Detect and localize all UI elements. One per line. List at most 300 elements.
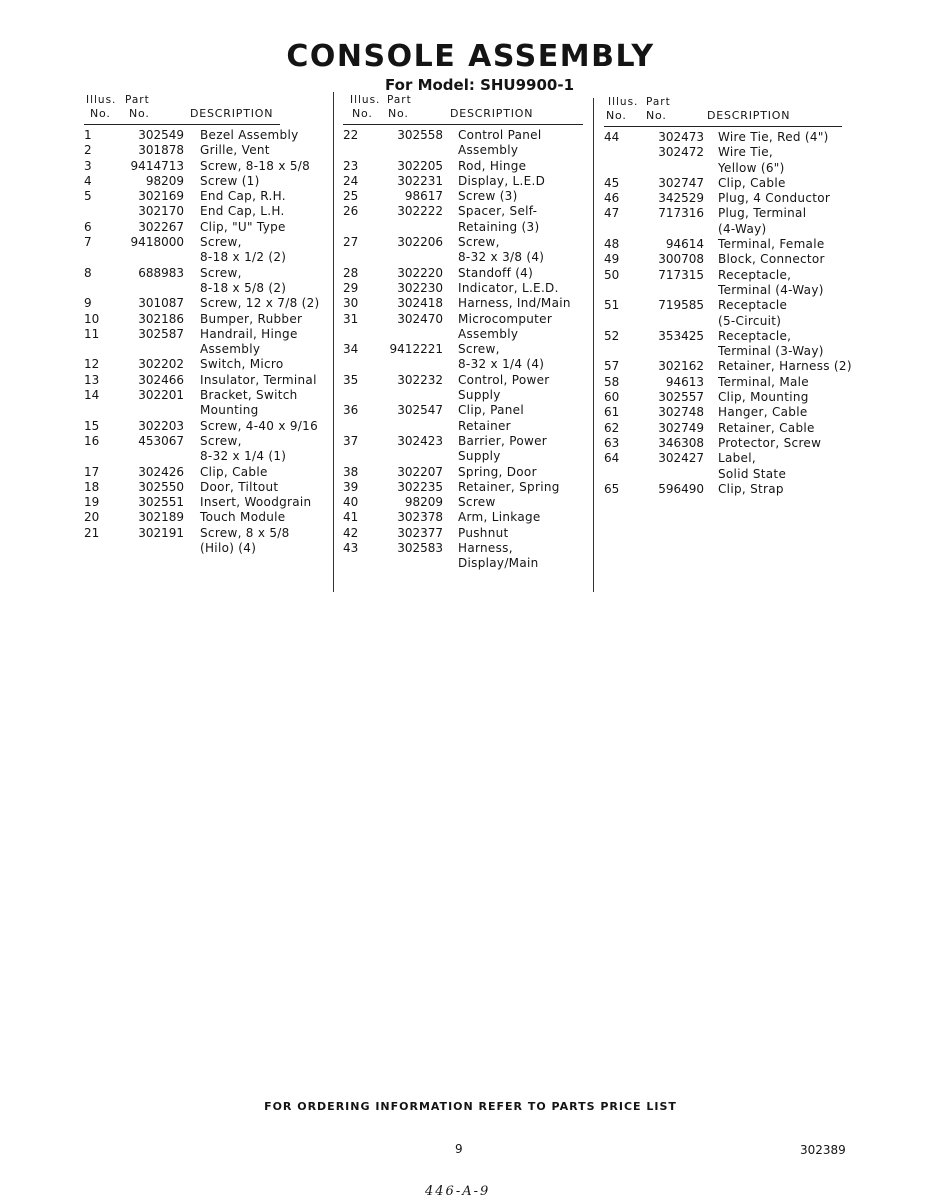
list-item [84,189,334,204]
illus-number: 23 [343,158,359,173]
illus-number: 46 [604,191,620,206]
illus-number: 63 [604,435,620,450]
illus-number: 44 [604,130,620,144]
part-description: Rod, Hinge [458,158,527,173]
illus-number: 42 [343,525,359,540]
part-number: 302267 [138,219,184,234]
list-item [343,235,593,250]
illus-number: 57 [604,359,620,374]
illus-number: 48 [604,237,620,252]
list-item [343,143,593,158]
part-description: Retainer [458,418,511,433]
list-item [343,510,593,525]
list-item [84,388,334,403]
illus-number: 65 [604,481,620,496]
part-number: 302583 [397,541,443,556]
part-number: 302378 [397,510,443,525]
part-description: Supply [458,449,501,464]
list-item [343,342,593,357]
list-item [604,329,854,344]
part-number: 302235 [397,479,443,494]
part-description: Retaining (3) [458,219,540,234]
part-number: 302201 [138,388,184,403]
part-number: 94613 [665,374,704,389]
illus-number: 16 [84,433,100,448]
part-number: 98209 [145,173,184,188]
part-number: 302587 [138,326,184,341]
part-number: 353425 [658,328,704,343]
part-description: Clip, Cable [200,464,268,479]
part-description: Retainer, Cable [718,420,815,435]
part-number: 302207 [397,464,443,479]
list-item [604,375,854,390]
part-number: 9412221 [389,342,443,357]
list-item [84,296,334,311]
part-number: 302169 [138,189,184,204]
part-number: 302550 [138,479,184,494]
part-description: Retainer, Spring [458,479,560,494]
part-description: Receptacle [718,298,788,313]
part-description: End Cap, R.H. [200,189,286,204]
illus-number: 61 [604,405,620,420]
part-description: Display/Main [458,556,539,571]
illus-no-header: No. [352,107,373,120]
part-number: 302558 [397,128,443,142]
part-description: Wire Tie, Red (4") [718,130,829,144]
list-item [604,161,854,176]
part-description: Spring, Door [458,464,537,479]
part-number: 302162 [658,359,704,374]
list-item [84,204,334,219]
part-number: 688983 [138,265,184,280]
part-number: 302170 [138,204,184,219]
part-description: Terminal, Male [718,374,809,389]
part-description: Supply [458,388,501,403]
illus-number: 39 [343,479,359,494]
part-description: (Hilo) (4) [200,541,257,556]
illus-number: 35 [343,372,359,387]
list-item [343,526,593,541]
part-description: Grille, Vent [200,143,270,158]
list-item [343,174,593,189]
illus-number: 19 [84,495,100,510]
part-description: Screw, 4-40 x 9/16 [200,418,319,433]
illus-number: 43 [343,541,359,556]
list-item [604,222,854,237]
part-number: 98617 [404,189,443,204]
list-item [343,327,593,342]
part-description: Plug, 4 Conductor [718,191,831,206]
illus-number: 58 [604,374,620,389]
illus-number: 2 [84,143,92,158]
illus-header: Illus. [608,96,639,108]
list-item [343,403,593,418]
part-description: Door, Tiltout [200,479,279,494]
illus-number: 17 [84,464,100,479]
part-number: 302205 [397,158,443,173]
part-description: Assembly [458,326,519,341]
part-description: Switch, Micro [200,357,284,372]
list-item [604,145,854,160]
list-item [84,510,334,525]
part-description: 8-32 x 3/8 (4) [458,250,545,265]
part-number: 302470 [397,311,443,326]
list-item [84,357,334,372]
part-description: Screw (3) [458,189,518,204]
illus-number: 9 [84,296,92,311]
part-description: Wire Tie, [718,145,773,160]
part-number: 302418 [397,296,443,311]
list-item [343,419,593,434]
part-description: Microcomputer [458,311,553,326]
handwritten-note: 446-A-9 [425,1184,491,1199]
part-number: 302230 [397,280,443,295]
illus-number: 37 [343,433,359,448]
illus-number: 5 [84,189,92,204]
part-description: Retainer, Harness (2) [718,359,852,374]
list-item [84,174,334,189]
part-number: 302231 [397,173,443,188]
part-description: Clip, Mounting [718,390,809,405]
part-description: Yellow (6") [718,160,785,175]
illus-number: 20 [84,510,100,525]
part-description: Screw, [200,235,242,250]
part-number: 302551 [138,495,184,510]
part-number: 94614 [665,237,704,252]
parts-column-2 [343,94,593,584]
list-item [84,250,334,265]
part-number: 302191 [138,525,184,540]
illus-number: 52 [604,328,620,343]
page-number: 9 [455,1142,463,1156]
part-description: Terminal (3-Way) [718,344,824,359]
illus-number: 60 [604,390,620,405]
part-number: 302473 [658,130,704,144]
illus-number: 7 [84,235,92,250]
part-number: 302377 [397,525,443,540]
part-description: Plug, Terminal [718,206,807,221]
part-description: Bracket, Switch [200,388,298,403]
part-number: 302472 [658,145,704,160]
list-item [84,495,334,510]
list-item [343,495,593,510]
list-item [84,465,334,480]
list-item [343,189,593,204]
part-number: 302466 [138,372,184,387]
list-item [604,344,854,359]
illus-number: 11 [84,326,100,341]
list-item [84,159,334,174]
part-description: Standoff (4) [458,265,534,280]
illus-number: 4 [84,173,92,188]
illus-number: 34 [343,342,359,357]
part-number: 301087 [138,296,184,311]
list-item [343,480,593,495]
part-number: 302220 [397,265,443,280]
part-header: Part [125,94,150,106]
part-description: Hanger, Cable [718,405,808,420]
list-item [343,465,593,480]
list-item [604,206,854,221]
part-description: (5-Circuit) [718,313,782,328]
header-rule [604,126,842,127]
part-number: 302203 [138,418,184,433]
part-description: 8-18 x 5/8 (2) [200,280,287,295]
illus-number: 30 [343,296,359,311]
ordering-footer: FOR ORDERING INFORMATION REFER TO PARTS PRICE LIST [264,1100,677,1113]
list-item [604,467,854,482]
part-description: Clip, Cable [718,175,786,190]
part-number: 346308 [658,435,704,450]
part-description: Receptacle, [718,267,792,282]
list-item [84,143,334,158]
part-number: 9414713 [130,158,184,173]
part-number: 302427 [658,451,704,466]
list-item [84,480,334,495]
list-item [604,421,854,436]
part-description: Arm, Linkage [458,510,541,525]
part-description: Control, Power [458,372,550,387]
part-number: 302423 [397,433,443,448]
list-item [84,449,334,464]
part-number: 302748 [658,405,704,420]
part-description: Screw, 12 x 7/8 (2) [200,296,320,311]
illus-number: 28 [343,265,359,280]
illus-number: 36 [343,403,359,418]
part-description: Terminal, Female [718,237,825,252]
parts-column-3 [604,96,854,516]
part-number: 453067 [138,433,184,448]
illus-number: 47 [604,206,620,221]
list-item [604,390,854,405]
part-no-header: No. [129,107,150,120]
part-number: 342529 [658,191,704,206]
part-number: 302232 [397,372,443,387]
part-number: 302749 [658,420,704,435]
part-header: Part [646,96,671,108]
list-item [604,451,854,466]
list-item [604,359,854,374]
list-item [343,312,593,327]
list-item [343,388,593,403]
illus-header: Illus. [86,94,117,106]
part-description: Clip, Strap [718,481,784,496]
list-item [84,235,334,250]
list-item [343,281,593,296]
header-rule [84,124,280,125]
part-number: 300708 [658,252,704,267]
illus-number: 49 [604,252,620,267]
column-divider [333,92,334,592]
illus-no-header: No. [90,107,111,120]
column-divider [593,98,594,592]
illus-number: 27 [343,235,359,250]
part-number: 98209 [404,495,443,510]
description-header: DESCRIPTION [190,107,274,120]
part-description: Clip, "U" Type [200,219,286,234]
illus-number: 51 [604,298,620,313]
illus-number: 18 [84,479,100,494]
list-item [343,204,593,219]
part-description: Bezel Assembly [200,128,299,142]
list-item [343,541,593,556]
list-item [84,526,334,541]
part-description: Clip, Panel [458,403,524,418]
list-item [84,541,334,556]
part-description: Screw, [200,265,242,280]
illus-number: 14 [84,388,100,403]
illus-number: 6 [84,219,92,234]
illus-number: 24 [343,173,359,188]
description-header: DESCRIPTION [707,109,791,122]
illus-number: 25 [343,189,359,204]
part-description: Insert, Woodgrain [200,495,312,510]
list-item [343,556,593,571]
illus-number: 31 [343,311,359,326]
parts-list [84,128,334,556]
part-number: 301878 [138,143,184,158]
illus-number: 3 [84,158,92,173]
part-description: Bumper, Rubber [200,311,303,326]
part-description: 8-18 x 1/2 (2) [200,250,287,265]
list-item [84,373,334,388]
part-description: Control Panel [458,128,542,142]
part-description: Screw (1) [200,173,260,188]
page-title: CONSOLE ASSEMBLY [286,39,655,74]
list-item [84,220,334,235]
part-description: Handrail, Hinge [200,326,298,341]
list-item [604,191,854,206]
part-number: 302547 [397,403,443,418]
list-item [604,436,854,451]
list-item [84,403,334,418]
illus-number: 26 [343,204,359,219]
part-description: Protector, Screw [718,435,822,450]
part-description: Indicator, L.E.D. [458,280,559,295]
part-description: Screw, 8 x 5/8 [200,525,290,540]
part-number: 302186 [138,311,184,326]
illus-number: 13 [84,372,100,387]
list-item [604,298,854,313]
part-description: Spacer, Self- [458,204,538,219]
part-description: Touch Module [200,510,286,525]
list-item [84,312,334,327]
part-description: Solid State [718,466,787,481]
list-item [604,405,854,420]
part-description: Label, [718,451,756,466]
part-number: 719585 [658,298,704,313]
part-number: 9418000 [130,235,184,250]
part-header: Part [387,94,412,106]
part-description: Screw [458,495,496,510]
part-no-header: No. [646,109,667,122]
list-item [604,314,854,329]
list-item [84,434,334,449]
part-no-header: No. [388,107,409,120]
part-number: 717315 [658,267,704,282]
part-number: 302747 [658,175,704,190]
part-description: Terminal (4-Way) [718,282,824,297]
list-item [604,283,854,298]
part-description: Barrier, Power [458,433,548,448]
parts-list [604,130,854,497]
part-description: Screw, 8-18 x 5/8 [200,158,311,173]
part-description: Harness, [458,541,513,556]
part-number: 302426 [138,464,184,479]
part-number: 302557 [658,390,704,405]
list-item [604,482,854,497]
illus-number: 64 [604,451,620,466]
list-item [343,266,593,281]
part-description: 8-32 x 1/4 (4) [458,357,545,372]
list-item [604,176,854,191]
list-item [604,237,854,252]
part-description: (4-Way) [718,221,767,236]
illus-number: 41 [343,510,359,525]
part-description: Assembly [458,143,519,158]
illus-number: 10 [84,311,100,326]
illus-header: Illus. [350,94,381,106]
document-number: 302389 [800,1143,846,1157]
list-item [343,250,593,265]
part-number: 596490 [658,481,704,496]
list-item [343,449,593,464]
parts-column-1 [84,94,334,574]
list-item [343,296,593,311]
part-description: Screw, [458,235,500,250]
illus-number: 15 [84,418,100,433]
part-description: Mounting [200,403,259,418]
list-item [343,128,593,143]
illus-number: 38 [343,464,359,479]
part-description: Receptacle, [718,328,792,343]
list-item [84,419,334,434]
list-item [84,327,334,342]
part-number: 302222 [397,204,443,219]
illus-no-header: No. [606,109,627,122]
part-description: Insulator, Terminal [200,372,317,387]
illus-number: 40 [343,495,359,510]
list-item [343,159,593,174]
description-header: DESCRIPTION [450,107,534,120]
part-description: End Cap, L.H. [200,204,285,219]
model-subtitle: For Model: SHU9900-1 [385,76,575,94]
part-description: Assembly [200,342,261,357]
part-number: 302549 [138,128,184,142]
list-item [84,128,334,143]
illus-number: 21 [84,525,100,540]
part-description: Screw, [200,433,242,448]
part-description: Pushnut [458,525,509,540]
part-description: Block, Connector [718,252,825,267]
illus-number: 62 [604,420,620,435]
list-item [343,373,593,388]
part-description: Harness, Ind/Main [458,296,571,311]
part-number: 302202 [138,357,184,372]
illus-number: 50 [604,267,620,282]
part-description: Screw, [458,342,500,357]
part-number: 302189 [138,510,184,525]
list-item [84,266,334,281]
illus-number: 12 [84,357,100,372]
list-item [84,342,334,357]
header-rule [343,124,583,125]
list-item [343,357,593,372]
part-description: Display, L.E.D [458,173,546,188]
list-item [343,220,593,235]
illus-number: 1 [84,128,92,142]
illus-number: 29 [343,280,359,295]
